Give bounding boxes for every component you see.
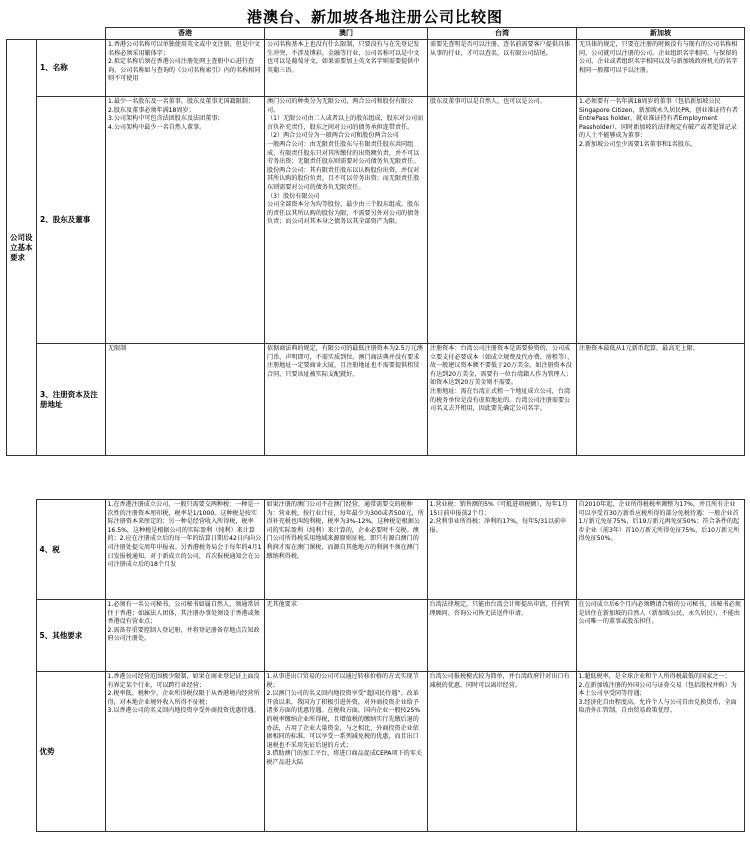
row-label: 1、名称 (37, 40, 106, 97)
cell-taiwan: 注册资本：台湾公司注册资本是需要验资的，公司成立要支付必要成本（如成立规费及代办费、房租等），故一般建议资本额不要低于20万美金。如注册资本没有达到20万美金，需要有一位台湾籍人作为管理人；如资本达到20万美金则不需要。 注册地址：需在台湾正式租一个地址成立公司，台湾的税务单位是没有虚拟地址的。台湾公司注册需要公司名义去开租用，因此要先确定公司名字。 (428, 344, 577, 456)
header-hongkong: 香港 (106, 28, 265, 40)
cell-taiwan: 台湾公司报税模式较为简单，并台湾政府针对出口有减税的优惠，同时可以离岸经营。 (427, 672, 576, 832)
cell-hongkong: 1.香港公司名称可以单独使用英文或中文注册，但是中文名称必须采用繁体字； 2.拟定名称后须在香港公司注册处网上查册中心进行查询，公司名称如与查询的《公司名称索引》内的名称相同则不可使用 (106, 40, 265, 97)
group-label: 公司设立基本要求 (7, 40, 37, 456)
cell-macau: 依据商法典的规定，有限公司的最低注册资本为2.5万元澳门币，声明即可，不需实质到位。澳门商法典并没有要求注册地址一定要商业大厦，且注册地址也不需要提供租赁合同，只要该址被实际支配就好。 (265, 344, 428, 456)
cell-singapore: 自2010年起，企业所得税税率调整为17%，并且所有企业可以享受首30万新币应税所得的部分免税待遇：一般企业首1万新元免征75%，后19万新元再免征50%；符合条件的起步企业（前3年）首10万新元所得免征75%，后10万新元所得免征50%。 (576, 500, 744, 600)
cell-macau: 无其他要求 (264, 600, 427, 672)
cell-singapore: 1.超低税率，是全球企业和个人所得税最低的国家之一； 2.在新加坡注册的外国公司与证券交易（包括股权并购）为本土公司享受同等待遇； 3.经济化自由程度高，允许个人与公司自由兑换货币，全面取消外汇管制，自由贸易政策优厚。 (576, 672, 744, 832)
comparison-table-part-2 (6, 499, 745, 832)
row-label: 4、税 (36, 500, 105, 600)
header-taiwan: 台湾 (428, 28, 577, 40)
row-label: 3、注册资本及注册地址 (37, 344, 106, 456)
row-label: 5、其他要求 (36, 600, 105, 672)
cell-hongkong: 1.香港公司经营范围极少限制，如果在商业登记证上面没有界定某个行业，可以跨行业经营； 2.税率低、税种少，企业所得税仅限于从香港境内经营所得，对本地企业境外收入所得不征税； 3.以香港公司的名义回内地投资享受外商投资优惠待遇。 (105, 672, 264, 832)
cell-taiwan: 需要先查明是否可以注册，查名前需要客户提供具体从事的行业，才可以查名，以有限公司结尾。 (428, 40, 577, 97)
cell-taiwan: 股东及董事可以是自然人，也可以是公司。 (428, 97, 577, 344)
table-row-advantages (6, 672, 744, 832)
table-row-name (7, 40, 745, 97)
table-header-row (7, 28, 745, 40)
cell-macau: 1.从事进出口贸易的公司可以通过转移价格的方式实现节税； 2.以澳门公司的名义回内地投资享受“超国民待遇”。改革开放以来，我国为了积极引进外资，对外商投资企业给予诸多方面的优惠待遇。在税收方面，国内企业一般按25%的税率缴纳企业所得税，且增值税的缴纳实行先缴后退的办法，占用了企业大量资金，与之相比，外商投资企业依据相同的标准，可以享受一系列减免税的优惠，而且出口退税也不采用先征后退的方式； 3.借助澳门的加工平台，将进口商品促成CEPA项下的零关税产品进大陆 (264, 672, 427, 832)
cell-taiwan: 1.营业税：销售额的5%（可抵进项税额），每年1月15日前申报前2个月； 2.营利事业所得税：净利的17%，每年5/31以前申报。 (427, 500, 576, 600)
cell-macau: 公司名称基本上也没有什么限制，只要没有与在先登记发生冲突，不涉及博彩，金融等行业，公司名称可以是中文也可以是葡萄牙文，如果需要加上英文名字则需要提供中英葡三语。 (265, 40, 428, 97)
header-macau: 澳门 (265, 28, 428, 40)
table-row-other (6, 600, 744, 672)
cell-macau: 如果注册的澳门公司不在澳门经营，通常需要交的税种为：营业税，按行业计征，每年最少为300或者500元，所得补充税也叫纯利税，税率为3%-12%。这种税是根据公司的实际盈利（纯利）来计算的，企业必要时不交税。澳门公司所得税采用地域来源原则征税，即只有源自澳门的利润才需在澳门课税，而源自其他地方的利润不须在澳门缴纳利得税。 (264, 500, 427, 600)
table-row-tax (6, 500, 744, 600)
cell-macau: 澳门公司的种类分为无限公司，两合公司和股份有限公司。 （1）无限公司由二人或者以上的股东组成，股东对公司而言负补充责任，股东之间对公司的债务承担连带责任。 （2）两合公司分为一般两合公司和股份两合公司 一般两合公司：由无限责任股东与有限责任股东共同组成，有限责任股东只对其所缴付的出资额负责，并不可以劳务出资；无限责任股东则需要对公司债务负无限责任。 股份两合公司：其有限责任股东以认购股份出资，并仅对其所认购的股份负责，且不可以劳务出资；而无限责任股东则需要对公司的债务负无限责任。 （3）股份有限公司 公司全部资本分为均等股份，最少由三个股东组成。股东的责任以其所认购的股份为限，不需要另外对公司的债务负责；而公司对其本身之债务以其全部资产为限。 (265, 97, 428, 344)
cell-hongkong: 1.最少一名股东及一名董事，股东及董事无国籍限制； 2.股东及董事必须年满18周岁； 3.公司架构中可包含法团股东及法团董事； 4.公司架构中最少一名自然人董事。 (106, 97, 265, 344)
cell-singapore: 1.必须要有一名年满18周岁的董事（包括新加坡公民Singapore Citizen，新加坡永久居民PR，创业准证持有者EntrePass holder，就业准证持有者Employment Passholder），同时新加坡的法律规定有破产或者犯罪记录的人士不能够成为董事； 2.新加坡公司至少需要1名董事和1名股东。 (577, 97, 745, 344)
cell-hongkong: 无限制 (106, 344, 265, 456)
table-row-shareholders (7, 97, 745, 344)
cell-singapore: 无具体的规定，只要在注册的时候没有与现有的公司名称相同，公司就可以注册的公司。企业组织名字相同，与保留的公司、企业或者组织名字相同以及与新加坡政府机关的名字相同一般都可以予以注册。 (577, 40, 745, 97)
row-label: 优势 (36, 672, 105, 832)
header-singapore: 新加坡 (577, 28, 745, 40)
cell-singapore: 注册资本最低从1元新币起算，最高无上限。 (577, 344, 745, 456)
comparison-table-part-1 (6, 27, 745, 456)
table-row-capital (7, 344, 745, 456)
cell-hongkong: 1.必须有一名公司秘书，公司秘书如属自然人，须通常居住于香港；如属法人团体，其注册办事处须设于香港或须香港设有营业点； 2.需备存重要控制人登记册，并将登记册备存地点告知政府公司注册处。 (105, 600, 264, 672)
row-label: 2、股东及董事 (37, 97, 106, 344)
cell-hongkong: 1.在香港注册成立公司，一般只需要交两种税：一种是一次性的注册资本厘印税，税率是1/1000。这种税是按实际注册资本来厘定的；另一种是经营收入所得税，税率16.5%，这种税是根据公司的实际盈利（纯利）来计算的；2.应在注册成立后的每一年的结算日期后42日内向公司注册处提交周年申报表。另香港税务局会于每年的4月1日发报税通知，对于新成立的公司，首次报税通知会在公司注册成立后的18个月发 (105, 500, 264, 600)
page-title: 港澳台、新加坡各地注册公司比较图 (246, 8, 503, 26)
cell-taiwan: 台湾法律规定，只能由台湾会计师提出申请，任何管理顾问、咨询公司皆无法送件申请。 (427, 600, 576, 672)
cell-singapore: 在公司成立后6个月内必须聘请合格的公司秘书，该秘书必须是居住在新加坡的自然人（新加坡公民、永久居民），不能由公司唯一的董事或股东担任。 (576, 600, 744, 672)
